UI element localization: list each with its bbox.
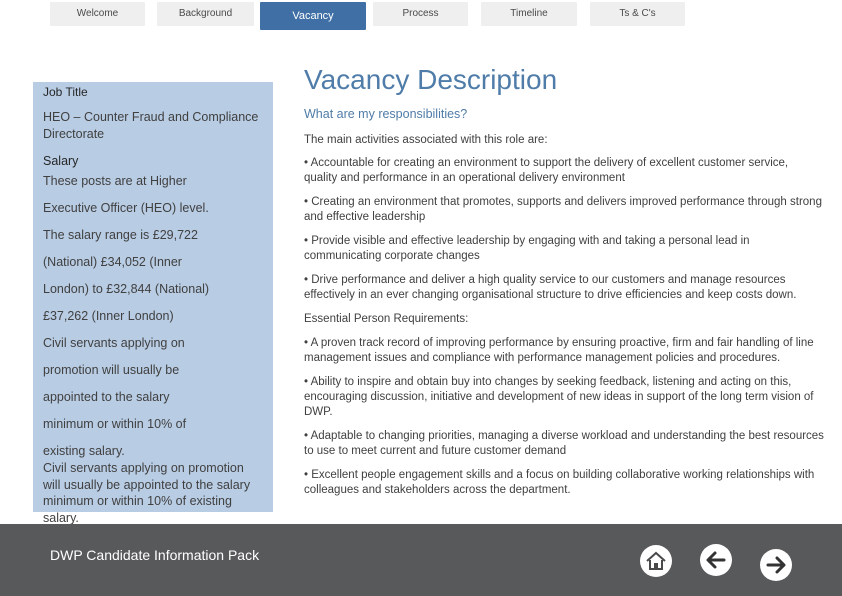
salary-line: promotion will usually be bbox=[43, 363, 180, 377]
arrow-right-icon bbox=[760, 549, 792, 581]
salary-repeat-text: Civil servants applying on promotion will usually be appointed to the salary minimum or within 10% of existing salary. bbox=[43, 461, 251, 525]
tab-welcome[interactable]: Welcome bbox=[50, 2, 145, 26]
requirements-heading: Essential Person Requirements: bbox=[304, 313, 469, 325]
job-summary-panel bbox=[33, 82, 273, 525]
tab-process[interactable]: Process bbox=[373, 2, 468, 26]
salary-line: £37,262 (Inner London) bbox=[43, 309, 174, 323]
salary-line: (National) £34,052 (Inner bbox=[43, 255, 182, 269]
salary-line: Civil servants applying on bbox=[43, 336, 185, 350]
salary-heading: Salary bbox=[43, 154, 79, 168]
salary-line: Executive Officer (HEO) level. bbox=[43, 201, 209, 215]
tab-background[interactable]: Background bbox=[157, 2, 254, 26]
salary-line: minimum or within 10% of bbox=[43, 417, 187, 431]
page-title: Vacancy Description bbox=[304, 64, 558, 95]
requirement-item: • Adaptable to changing priorities, managing a diverse workload and understanding the best resources to use to meet current and future customer demand bbox=[304, 430, 824, 457]
requirement-item: • Excellent people engagement skills and a focus on building collaborative working relationships with colleagues and stakeholders across the department. bbox=[304, 469, 815, 496]
activity-item: • Provide visible and effective leadership by engaging with and taking a personal lead in communicating corporate changes bbox=[304, 235, 750, 262]
activities-intro: The main activities associated with this role are: bbox=[304, 134, 548, 146]
salary-line: London) to £32,844 (National) bbox=[43, 282, 210, 296]
tab-bar bbox=[0, 0, 842, 30]
home-button[interactable] bbox=[640, 545, 672, 577]
activity-item: • Accountable for creating an environment to support the delivery of excellent customer service, quality and performance in an operational delivery environment bbox=[304, 157, 789, 184]
tab-timeline[interactable]: Timeline bbox=[481, 2, 577, 26]
tab-ts-and-cs[interactable]: Ts & C's bbox=[590, 2, 685, 26]
salary-line: appointed to the salary bbox=[43, 390, 170, 404]
footer-title: DWP Candidate Information Pack bbox=[50, 547, 260, 563]
salary-line: existing salary. bbox=[43, 444, 125, 458]
requirement-item: • Ability to inspire and obtain buy into changes by seeking feedback, listening and acting on this, encouraging discussion, initiative and development of new ideas in support of the long term vision of DWP. bbox=[304, 376, 814, 418]
arrow-left-icon bbox=[700, 544, 732, 576]
job-title-value: HEO – Counter Fraud and Compliance Directorate bbox=[43, 110, 259, 141]
previous-button[interactable] bbox=[700, 544, 732, 576]
activity-item: • Creating an environment that promotes, supports and delivers improved performance through strong and effective leadership bbox=[304, 196, 822, 223]
footer-bar bbox=[0, 524, 842, 596]
activity-item: • Drive performance and deliver a high quality service to our customers and manage resources effectively in an ever changing organisational structure to drive efficiencies and keep costs down. bbox=[304, 274, 797, 301]
next-button[interactable] bbox=[760, 549, 792, 581]
vacancy-description bbox=[304, 62, 824, 498]
job-title-heading: Job Title bbox=[43, 85, 88, 99]
tab-vacancy[interactable]: Vacancy bbox=[260, 2, 366, 30]
home-icon bbox=[640, 545, 672, 577]
requirement-item: • A proven track record of improving performance by ensuring proactive, firm and fair handling of line management issues and compliance with performance management policies and procedures. bbox=[304, 337, 814, 364]
responsibilities-heading: What are my responsibilities? bbox=[304, 107, 468, 121]
salary-line: These posts are at Higher bbox=[43, 174, 187, 188]
salary-line: The salary range is £29,722 bbox=[43, 228, 198, 242]
